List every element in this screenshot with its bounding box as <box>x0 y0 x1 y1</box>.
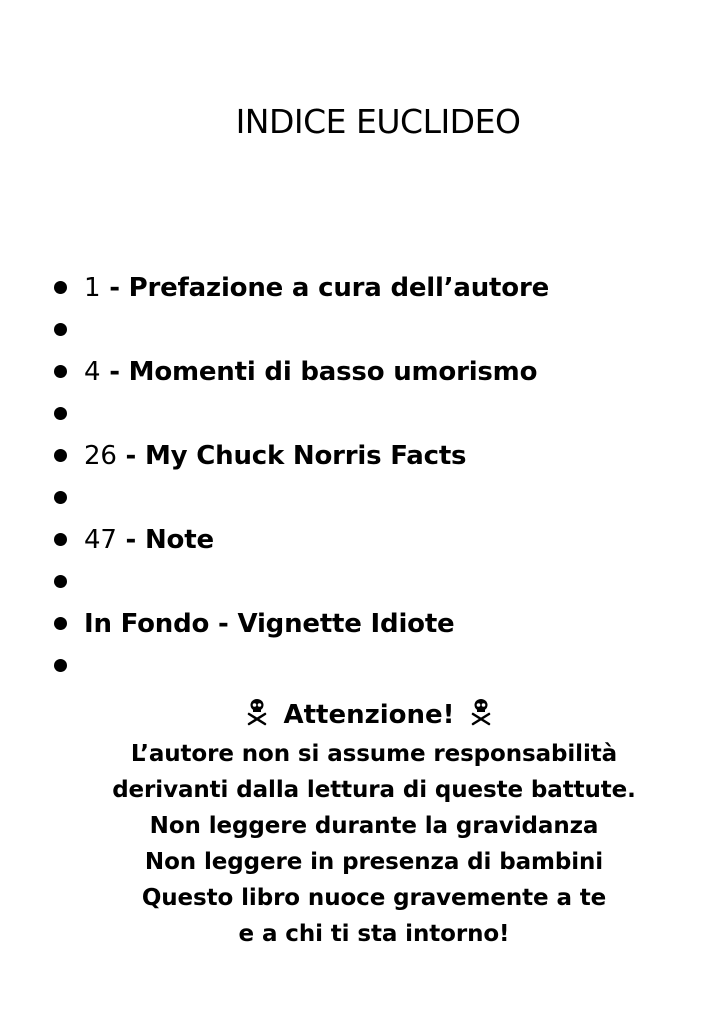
toc-item-empty <box>54 478 549 520</box>
warning-title: Attenzione! <box>283 700 455 730</box>
bullet-icon <box>54 491 67 504</box>
warning-line: Questo libro nuoce gravemente a te <box>141 885 607 911</box>
page-title: INDICE EUCLIDEO <box>235 102 521 141</box>
warning-line: e a chi ti sta intorno! <box>238 921 510 947</box>
toc-item <box>54 604 549 646</box>
warning-line: Non leggere in presenza di bambini <box>144 849 604 875</box>
toc-item-number: 1 <box>84 273 101 303</box>
toc-item-empty <box>54 394 549 436</box>
bullet-icon <box>54 617 67 630</box>
toc-item-text: - Momenti di basso umorismo <box>109 357 538 387</box>
warning-line: L’autore non si assume responsabilità <box>130 741 618 767</box>
warning-text <box>0 736 728 952</box>
toc-item-empty <box>54 562 549 604</box>
bullet-icon <box>54 281 67 294</box>
toc-item-text: In Fondo - Vignette Idiote <box>84 609 455 639</box>
toc-item-text: - My Chuck Norris Facts <box>125 441 467 471</box>
toc-item-number: 47 <box>84 525 117 555</box>
bullet-icon <box>54 323 67 336</box>
bullet-icon <box>54 575 67 588</box>
skull-crossbones-icon <box>470 698 492 726</box>
toc-item-text: - Prefazione a cura dell’autore <box>109 273 550 303</box>
toc-item-number: 26 <box>84 441 117 471</box>
warning-line: Non leggere durante la gravidanza <box>149 813 599 839</box>
toc-item-empty <box>54 646 549 688</box>
toc-item <box>54 352 549 394</box>
skull-crossbones-icon <box>246 698 268 726</box>
bullet-icon <box>54 407 67 420</box>
bullet-icon <box>54 533 67 546</box>
warning-heading <box>0 698 728 730</box>
toc-item-number: 4 <box>84 357 101 387</box>
toc-item-empty <box>54 310 549 352</box>
toc-item <box>54 436 549 478</box>
bullet-icon <box>54 659 67 672</box>
warning-line: derivanti dalla lettura di queste battute. <box>112 777 636 803</box>
toc-item-text: - Note <box>125 525 214 555</box>
bullet-icon <box>54 449 67 462</box>
table-of-contents <box>54 268 549 688</box>
toc-item <box>54 520 549 562</box>
bullet-icon <box>54 365 67 378</box>
toc-item <box>54 268 549 310</box>
